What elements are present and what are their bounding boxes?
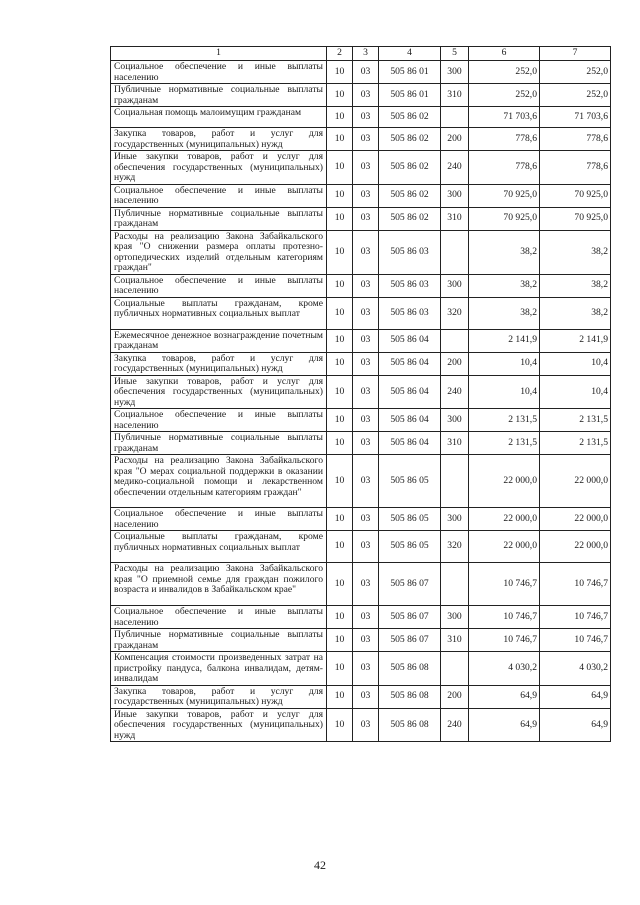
table-row xyxy=(111,629,611,652)
table-row xyxy=(111,297,611,329)
row-value-6: 38,2 xyxy=(469,230,540,274)
row-value-7: 778,6 xyxy=(540,151,611,185)
row-rz: 10 xyxy=(327,531,353,563)
row-vr xyxy=(441,329,469,352)
row-value-6: 10 746,7 xyxy=(469,606,540,629)
row-value-7: 10 746,7 xyxy=(540,629,611,652)
row-rz: 10 xyxy=(327,563,353,606)
row-csr: 505 86 03 xyxy=(379,274,441,297)
row-pr: 03 xyxy=(353,128,379,151)
row-value-7: 22 000,0 xyxy=(540,531,611,563)
row-csr: 505 86 02 xyxy=(379,184,441,207)
row-pr: 03 xyxy=(353,274,379,297)
row-value-6: 70 925,0 xyxy=(469,184,540,207)
row-vr: 310 xyxy=(441,432,469,455)
table-row xyxy=(111,274,611,297)
row-vr: 300 xyxy=(441,606,469,629)
row-value-7: 10 746,7 xyxy=(540,563,611,606)
page-number: 42 xyxy=(314,858,326,872)
row-rz: 10 xyxy=(327,151,353,185)
row-vr xyxy=(441,563,469,606)
row-vr: 240 xyxy=(441,375,469,409)
row-name: Иные закупки товаров, работ и услуг для обеспечения государственных (муниципальных) нужд xyxy=(111,151,327,185)
row-vr xyxy=(441,455,469,508)
table-row xyxy=(111,455,611,508)
table-row xyxy=(111,61,611,84)
table-row xyxy=(111,606,611,629)
row-rz: 10 xyxy=(327,61,353,84)
header-col-4: 4 xyxy=(379,47,441,61)
row-rz: 10 xyxy=(327,652,353,686)
row-name: Социальное обеспечение и иные выплаты населению xyxy=(111,184,327,207)
row-value-7: 64,9 xyxy=(540,685,611,708)
row-name: Компенсация стоимости произведенных затрат на пристройку пандуса, балкона инвалидам, детям-инвалидам xyxy=(111,652,327,686)
table-row xyxy=(111,128,611,151)
row-value-7: 38,2 xyxy=(540,274,611,297)
row-pr: 03 xyxy=(353,352,379,375)
row-value-6: 10 746,7 xyxy=(469,563,540,606)
row-rz: 10 xyxy=(327,184,353,207)
row-rz: 10 xyxy=(327,84,353,107)
table-row xyxy=(111,409,611,432)
row-rz: 10 xyxy=(327,230,353,274)
row-csr: 505 86 05 xyxy=(379,531,441,563)
row-name: Расходы на реализацию Закона Забайкальского края "О мерах социальной поддержки в оказании медико-социальной помощи и лекарственном обеспечении отдельным категориям граждан" xyxy=(111,455,327,508)
row-csr: 505 86 01 xyxy=(379,61,441,84)
row-pr: 03 xyxy=(353,629,379,652)
row-csr: 505 86 08 xyxy=(379,652,441,686)
row-vr: 310 xyxy=(441,629,469,652)
row-value-6: 64,9 xyxy=(469,685,540,708)
row-csr: 505 86 03 xyxy=(379,230,441,274)
row-value-7: 10 746,7 xyxy=(540,606,611,629)
row-name: Публичные нормативные социальные выплаты гражданам xyxy=(111,629,327,652)
row-value-6: 22 000,0 xyxy=(469,508,540,531)
row-vr xyxy=(441,652,469,686)
row-vr: 240 xyxy=(441,151,469,185)
row-rz: 10 xyxy=(327,107,353,128)
row-vr: 300 xyxy=(441,508,469,531)
row-csr: 505 86 04 xyxy=(379,409,441,432)
row-value-7: 10,4 xyxy=(540,352,611,375)
row-name: Социальные выплаты гражданам, кроме публичных нормативных социальных выплат xyxy=(111,531,327,563)
header-col-5: 5 xyxy=(441,47,469,61)
row-rz: 10 xyxy=(327,409,353,432)
row-name: Публичные нормативные социальные выплаты гражданам xyxy=(111,207,327,230)
row-value-6: 2 131,5 xyxy=(469,432,540,455)
row-value-7: 2 131,5 xyxy=(540,432,611,455)
row-vr: 310 xyxy=(441,84,469,107)
header-col-7: 7 xyxy=(540,47,611,61)
table-row xyxy=(111,531,611,563)
row-pr: 03 xyxy=(353,184,379,207)
row-rz: 10 xyxy=(327,352,353,375)
row-value-6: 252,0 xyxy=(469,61,540,84)
header-row xyxy=(111,47,611,61)
table-row xyxy=(111,708,611,742)
table-body xyxy=(111,61,611,742)
row-value-6: 64,9 xyxy=(469,708,540,742)
row-value-6: 70 925,0 xyxy=(469,207,540,230)
row-name: Закупка товаров, работ и услуг для государственных (муниципальных) нужд xyxy=(111,685,327,708)
row-vr xyxy=(441,230,469,274)
row-value-6: 38,2 xyxy=(469,274,540,297)
row-csr: 505 86 02 xyxy=(379,107,441,128)
row-value-6: 2 141,9 xyxy=(469,329,540,352)
table-row xyxy=(111,151,611,185)
row-value-7: 22 000,0 xyxy=(540,508,611,531)
row-rz: 10 xyxy=(327,274,353,297)
row-pr: 03 xyxy=(353,606,379,629)
row-name: Ежемесячное денежное вознаграждение почетным гражданам xyxy=(111,329,327,352)
row-rz: 10 xyxy=(327,329,353,352)
row-csr: 505 86 02 xyxy=(379,151,441,185)
row-csr: 505 86 05 xyxy=(379,508,441,531)
row-vr: 320 xyxy=(441,531,469,563)
table-row xyxy=(111,84,611,107)
table-row xyxy=(111,508,611,531)
row-value-6: 71 703,6 xyxy=(469,107,540,128)
row-name: Расходы на реализацию Закона Забайкальского края "О приемной семье для граждан пожилого возраста и инвалидов в Забайкальском крае" xyxy=(111,563,327,606)
row-value-7: 252,0 xyxy=(540,61,611,84)
row-vr: 300 xyxy=(441,274,469,297)
row-value-6: 778,6 xyxy=(469,128,540,151)
row-value-7: 71 703,6 xyxy=(540,107,611,128)
row-name: Иные закупки товаров, работ и услуг для обеспечения государственных (муниципальных) нужд xyxy=(111,375,327,409)
row-pr: 03 xyxy=(353,409,379,432)
row-csr: 505 86 01 xyxy=(379,84,441,107)
row-vr: 200 xyxy=(441,128,469,151)
row-vr: 240 xyxy=(441,708,469,742)
row-value-7: 252,0 xyxy=(540,84,611,107)
row-rz: 10 xyxy=(327,629,353,652)
header-col-1: 1 xyxy=(111,47,327,61)
row-value-7: 64,9 xyxy=(540,708,611,742)
row-rz: 10 xyxy=(327,508,353,531)
row-vr: 300 xyxy=(441,61,469,84)
row-csr: 505 86 04 xyxy=(379,352,441,375)
table-row xyxy=(111,107,611,128)
row-vr: 200 xyxy=(441,352,469,375)
row-pr: 03 xyxy=(353,329,379,352)
row-name: Публичные нормативные социальные выплаты гражданам xyxy=(111,432,327,455)
row-rz: 10 xyxy=(327,207,353,230)
row-value-7: 4 030,2 xyxy=(540,652,611,686)
row-csr: 505 86 04 xyxy=(379,329,441,352)
table-row xyxy=(111,432,611,455)
row-vr: 310 xyxy=(441,207,469,230)
table-row xyxy=(111,563,611,606)
row-name: Закупка товаров, работ и услуг для государственных (муниципальных) нужд xyxy=(111,352,327,375)
row-name: Расходы на реализацию Закона Забайкальского края "О снижении размера оплаты протезно-ортопедических изделий отдельным категориям граждан" xyxy=(111,230,327,274)
header-col-6: 6 xyxy=(469,47,540,61)
row-csr: 505 86 07 xyxy=(379,629,441,652)
table-row xyxy=(111,230,611,274)
row-pr: 03 xyxy=(353,107,379,128)
row-pr: 03 xyxy=(353,508,379,531)
row-value-6: 2 131,5 xyxy=(469,409,540,432)
row-vr: 200 xyxy=(441,685,469,708)
row-name: Социальное обеспечение и иные выплаты населению xyxy=(111,61,327,84)
row-csr: 505 86 07 xyxy=(379,606,441,629)
row-value-7: 22 000,0 xyxy=(540,455,611,508)
row-rz: 10 xyxy=(327,685,353,708)
row-value-7: 70 925,0 xyxy=(540,184,611,207)
table-row xyxy=(111,685,611,708)
row-value-7: 38,2 xyxy=(540,297,611,329)
budget-table xyxy=(110,46,611,742)
row-csr: 505 86 04 xyxy=(379,432,441,455)
table-row xyxy=(111,375,611,409)
row-name: Публичные нормативные социальные выплаты гражданам xyxy=(111,84,327,107)
row-csr: 505 86 04 xyxy=(379,375,441,409)
row-pr: 03 xyxy=(353,151,379,185)
row-rz: 10 xyxy=(327,128,353,151)
row-vr: 300 xyxy=(441,409,469,432)
row-value-7: 2 141,9 xyxy=(540,329,611,352)
row-pr: 03 xyxy=(353,455,379,508)
row-name: Социальное обеспечение и иные выплаты населению xyxy=(111,606,327,629)
row-value-6: 38,2 xyxy=(469,297,540,329)
row-name: Социальное обеспечение и иные выплаты населению xyxy=(111,409,327,432)
row-value-6: 22 000,0 xyxy=(469,455,540,508)
table-row xyxy=(111,329,611,352)
row-name: Социальная помощь малоимущим гражданам xyxy=(111,107,327,128)
row-value-6: 10,4 xyxy=(469,375,540,409)
row-pr: 03 xyxy=(353,708,379,742)
row-csr: 505 86 02 xyxy=(379,128,441,151)
row-value-7: 10,4 xyxy=(540,375,611,409)
row-value-7: 38,2 xyxy=(540,230,611,274)
row-value-6: 778,6 xyxy=(469,151,540,185)
row-csr: 505 86 02 xyxy=(379,207,441,230)
row-value-7: 778,6 xyxy=(540,128,611,151)
row-pr: 03 xyxy=(353,652,379,686)
header-col-2: 2 xyxy=(327,47,353,61)
row-name: Социальные выплаты гражданам, кроме публичных нормативных социальных выплат xyxy=(111,297,327,329)
row-vr: 300 xyxy=(441,184,469,207)
row-pr: 03 xyxy=(353,297,379,329)
row-pr: 03 xyxy=(353,432,379,455)
row-name: Иные закупки товаров, работ и услуг для обеспечения государственных (муниципальных) нужд xyxy=(111,708,327,742)
row-csr: 505 86 05 xyxy=(379,455,441,508)
row-rz: 10 xyxy=(327,606,353,629)
row-vr: 320 xyxy=(441,297,469,329)
row-pr: 03 xyxy=(353,375,379,409)
row-value-6: 252,0 xyxy=(469,84,540,107)
header-col-3: 3 xyxy=(353,47,379,61)
row-csr: 505 86 08 xyxy=(379,708,441,742)
table-row xyxy=(111,352,611,375)
row-value-6: 10,4 xyxy=(469,352,540,375)
row-pr: 03 xyxy=(353,84,379,107)
row-name: Социальное обеспечение и иные выплаты населению xyxy=(111,274,327,297)
row-value-6: 22 000,0 xyxy=(469,531,540,563)
row-pr: 03 xyxy=(353,685,379,708)
row-value-6: 4 030,2 xyxy=(469,652,540,686)
table-row xyxy=(111,207,611,230)
row-rz: 10 xyxy=(327,455,353,508)
row-pr: 03 xyxy=(353,531,379,563)
table-row xyxy=(111,652,611,686)
row-csr: 505 86 07 xyxy=(379,563,441,606)
row-value-7: 2 131,5 xyxy=(540,409,611,432)
row-rz: 10 xyxy=(327,297,353,329)
row-vr xyxy=(441,107,469,128)
row-value-6: 10 746,7 xyxy=(469,629,540,652)
table-row xyxy=(111,184,611,207)
row-rz: 10 xyxy=(327,375,353,409)
row-csr: 505 86 08 xyxy=(379,685,441,708)
row-rz: 10 xyxy=(327,708,353,742)
row-pr: 03 xyxy=(353,563,379,606)
row-pr: 03 xyxy=(353,207,379,230)
row-name: Социальное обеспечение и иные выплаты населению xyxy=(111,508,327,531)
row-name: Закупка товаров, работ и услуг для государственных (муниципальных) нужд xyxy=(111,128,327,151)
row-csr: 505 86 03 xyxy=(379,297,441,329)
row-pr: 03 xyxy=(353,61,379,84)
row-rz: 10 xyxy=(327,432,353,455)
row-pr: 03 xyxy=(353,230,379,274)
row-value-7: 70 925,0 xyxy=(540,207,611,230)
